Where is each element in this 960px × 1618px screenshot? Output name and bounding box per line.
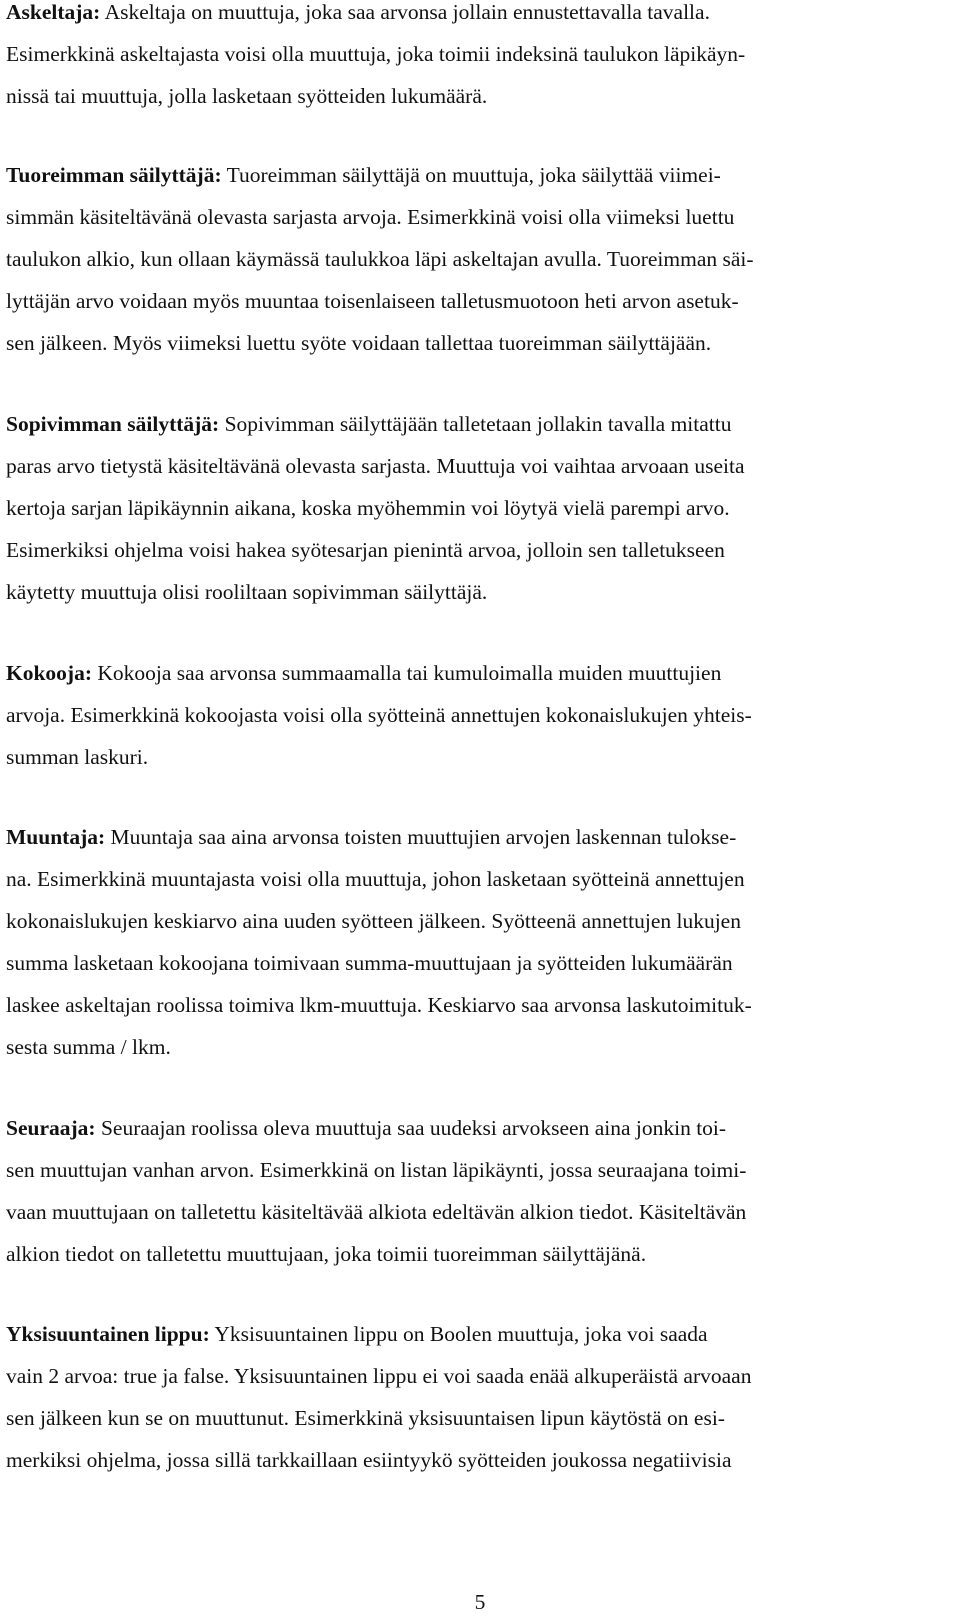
entry-line	[6, 1116, 726, 1160]
entry-line: arvoja. Esimerkkinä kokoojasta voisi olla syötteinä annettujen kokonaislukujen yhteis-	[6, 703, 752, 727]
entry-line: summa lasketaan kokoojana toimivaan summa-muuttujaan ja syötteiden lukumäärän	[6, 951, 733, 975]
entry-line: na. Esimerkkinä muuntajasta voisi olla muuttuja, johon lasketaan syötteinä annettujen	[6, 867, 745, 891]
entry-line: kokonaislukujen keskiarvo aina uuden syötteen jälkeen. Syötteenä annettujen lukujen	[6, 909, 741, 933]
entry-line: lyttäjän arvo voidaan myös muuntaa toisenlaiseen talletusmuotoon heti arvon asetuk-	[6, 289, 739, 313]
entry-line	[6, 412, 732, 456]
definition-text: Seuraajan roolissa oleva muuttuja saa uudeksi arvokseen aina jonkin toi-	[100, 1116, 727, 1140]
entry-line: nissä tai muuttuja, jolla lasketaan syötteiden lukumäärä.	[6, 84, 488, 108]
definition-term: Tuoreimman säilyttäjä:	[6, 163, 222, 187]
entry-line: alkion tiedot on talletettu muuttujaan, joka toimii tuoreimman säilyttäjänä.	[6, 1242, 647, 1266]
definition-term: Sopivimman säilyttäjä:	[6, 412, 220, 436]
entry-line: laskee askeltajan roolissa toimiva lkm-muuttuja. Keskiarvo saa arvonsa laskutoimituk-	[6, 993, 752, 1017]
definition-term: Muuntaja:	[6, 825, 106, 849]
definition-text: Sopivimman säilyttäjään talletetaan jollakin tavalla mitattu	[224, 412, 732, 436]
definition-text: Muuntaja saa aina arvonsa toisten muuttujien arvojen laskennan tulokse-	[110, 825, 737, 849]
definition-term: Seuraaja:	[6, 1116, 96, 1140]
entry-line: summan laskuri.	[6, 745, 149, 769]
entry-line	[6, 661, 721, 705]
entry-line: sen jälkeen kun se on muuttunut. Esimerkkinä yksisuuntaisen lipun käytöstä on esi-	[6, 1406, 725, 1430]
definition-text: Yksisuuntainen lippu on Boolen muuttuja, joka voi saada	[214, 1322, 708, 1346]
entry-line	[6, 1322, 708, 1366]
entry-line: vain 2 arvoa: true ja false. Yksisuuntainen lippu ei voi saada enää alkuperäistä arvoaan	[6, 1364, 752, 1388]
definition-term: Askeltaja:	[6, 0, 101, 24]
entry-line: sen muuttujan vanhan arvon. Esimerkkinä on listan läpikäynti, jossa seuraajana toimi-	[6, 1158, 747, 1182]
entry-line: sen jälkeen. Myös viimeksi luettu syöte voidaan tallettaa tuoreimman säilyttäjään.	[6, 331, 712, 355]
entry-line: Esimerkiksi ohjelma voisi hakea syötesarjan pienintä arvoa, jolloin sen talletukseen	[6, 538, 725, 562]
entry-line: kertoja sarjan läpikäynnin aikana, koska myöhemmin voi löytyä vielä parempi arvo.	[6, 496, 730, 520]
entry-line: merkiksi ohjelma, jossa sillä tarkkaillaan esiintyykö syötteiden joukossa negatiivisia	[6, 1448, 732, 1472]
page-number: 5	[474, 1590, 486, 1614]
definition-term: Kokooja:	[6, 661, 92, 685]
entry-line: käytetty muuttuja olisi rooliltaan sopivimman säilyttäjä.	[6, 580, 488, 604]
definition-term: Yksisuuntainen lippu:	[6, 1322, 210, 1346]
definition-text: Kokooja saa arvonsa summaamalla tai kumuloimalla muiden muuttujien	[97, 661, 722, 685]
entry-line: simmän käsiteltävänä olevasta sarjasta arvoja. Esimerkkinä voisi olla viimeksi luettu	[6, 205, 735, 229]
entry-line: vaan muuttujaan on talletettu käsiteltävää alkiota edeltävän alkion tiedot. Käsiteltävän	[6, 1200, 747, 1224]
entry-line: Esimerkkinä askeltajasta voisi olla muuttuja, joka toimii indeksinä taulukon läpikäyn-	[6, 42, 746, 66]
entry-line	[6, 0, 710, 44]
entry-line: sesta summa / lkm.	[6, 1035, 171, 1059]
definition-text: Tuoreimman säilyttäjä on muuttuja, joka säilyttää viimei-	[226, 163, 721, 187]
entry-line	[6, 163, 721, 207]
entry-line: paras arvo tietystä käsiteltävänä olevasta sarjasta. Muuttuja voi vaihtaa arvoaan useita	[6, 454, 745, 478]
entry-line	[6, 825, 736, 869]
entry-line: taulukon alkio, kun ollaan käymässä taulukkoa läpi askeltajan avulla. Tuoreimman säi-	[6, 247, 754, 271]
definition-text: Askeltaja on muuttuja, joka saa arvonsa jollain ennustettavalla tavalla.	[104, 0, 710, 24]
